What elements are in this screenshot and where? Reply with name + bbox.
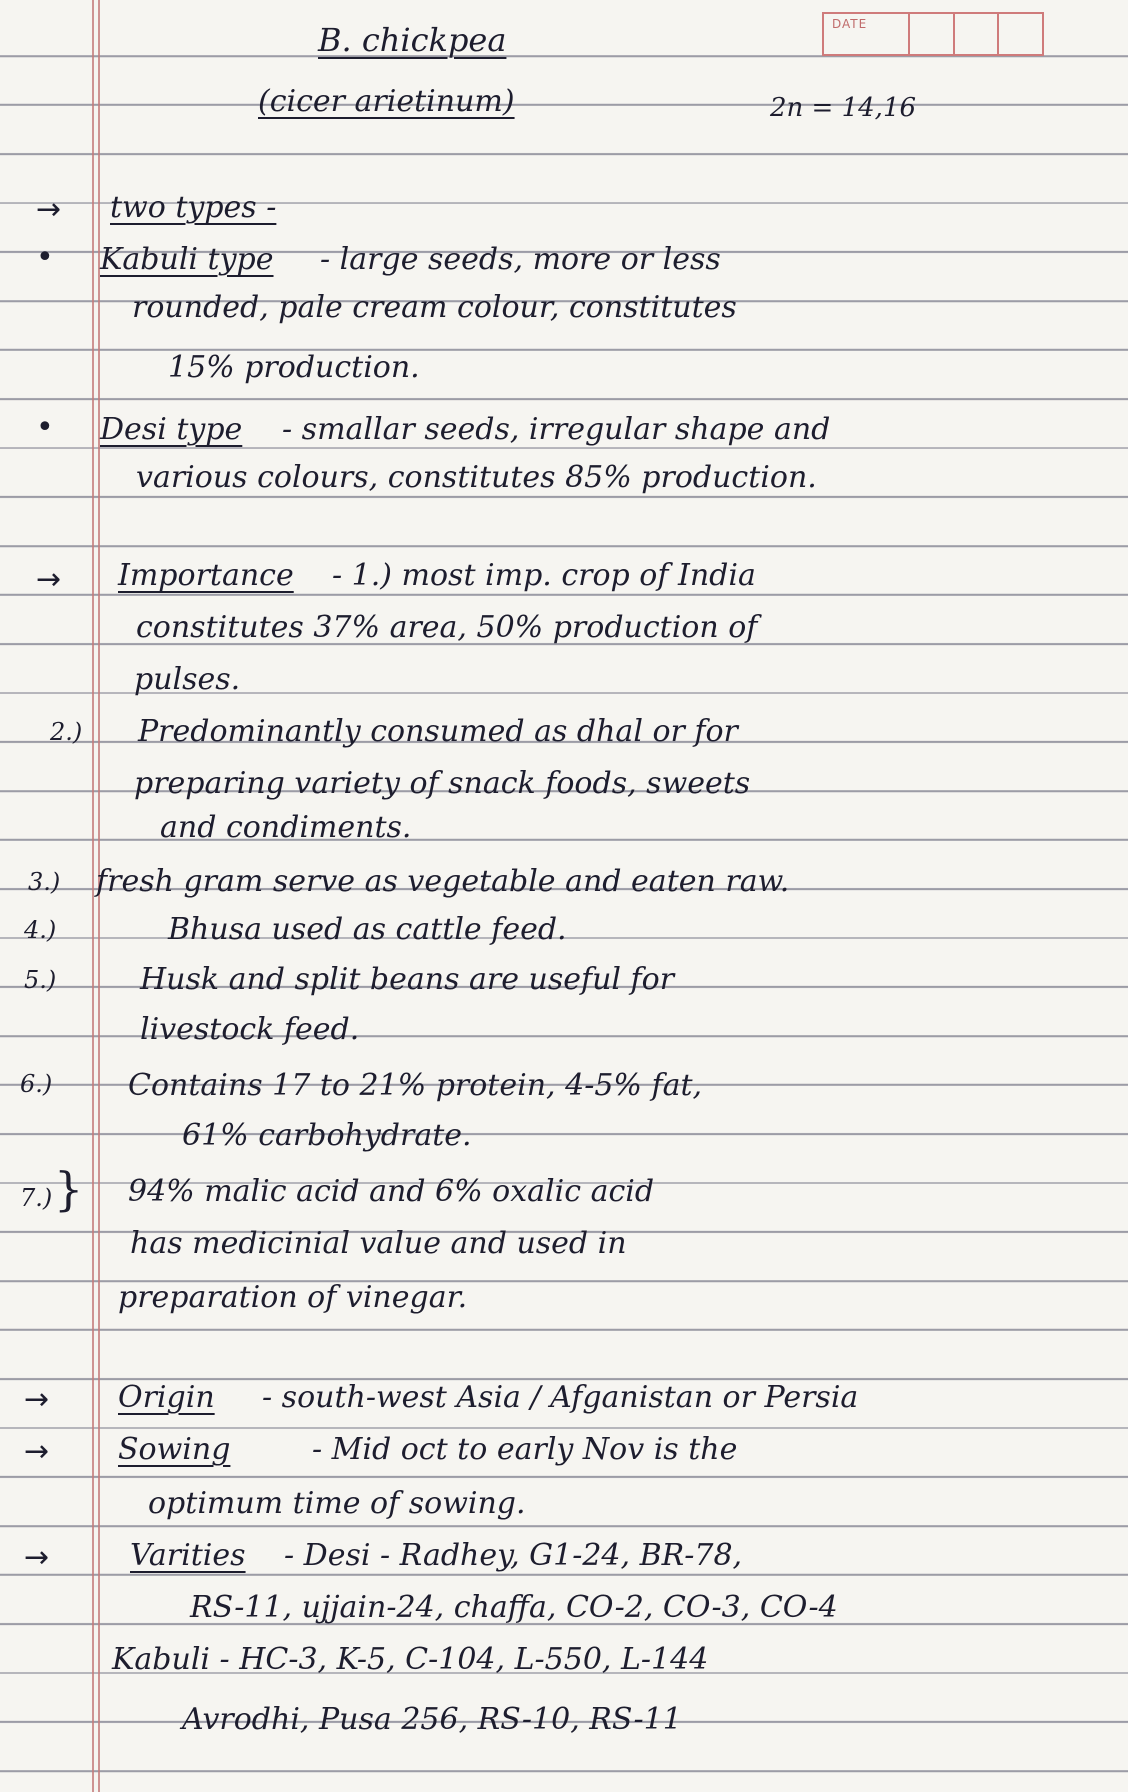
origin-label: Origin	[118, 1380, 215, 1415]
dot-bullet-icon: •	[36, 410, 54, 445]
importance-line: Bhusa used as cattle feed.	[168, 912, 567, 947]
item-number: 4.)	[24, 916, 57, 944]
kabuli-label: Kabuli type	[100, 242, 274, 277]
date-cell	[953, 14, 998, 54]
page-title: B. chickpea	[318, 21, 507, 59]
importance-line: has medicinial value and used in	[130, 1226, 627, 1261]
arrow-bullet-icon: →	[36, 192, 62, 227]
importance-line: Predominantly consumed as dhal or for	[138, 714, 738, 749]
varieties-line: Avrodhi, Pusa 256, RS-10, RS-11	[182, 1702, 682, 1737]
item-number: 5.)	[24, 966, 57, 994]
dot-bullet-icon: •	[36, 240, 54, 275]
importance-line: preparing variety of snack foods, sweets	[134, 766, 751, 801]
kabuli-line: rounded, pale cream colour, constitutes	[132, 290, 737, 325]
date-cell	[908, 14, 953, 54]
importance-line: pulses.	[134, 662, 241, 697]
desi-line: - smallar seeds, irregular shape and	[282, 412, 831, 447]
importance-line: 94% malic acid and 6% oxalic acid	[128, 1174, 655, 1209]
varieties-line: RS-11, ujjain-24, chaffa, CO-2, CO-3, CO-4	[190, 1590, 838, 1625]
item-number: 3.)	[28, 868, 61, 896]
item-number: 6.)	[20, 1070, 53, 1098]
importance-line: and condiments.	[160, 810, 412, 845]
importance-line: livestock feed.	[140, 1012, 360, 1047]
importance-label: Importance	[118, 558, 294, 593]
scientific-name: (cicer arietinum)	[258, 84, 515, 119]
desi-label: Desi type	[100, 412, 243, 447]
kabuli-line: 15% production.	[168, 350, 420, 385]
date-box	[822, 12, 1044, 56]
importance-line: - 1.) most imp. crop of India	[332, 558, 756, 593]
importance-line: preparation of vinegar.	[118, 1280, 468, 1315]
date-label: DATE	[832, 17, 868, 31]
margin-line-left	[92, 0, 94, 1792]
item-number: 2.)	[50, 718, 83, 746]
varieties-line: - Desi - Radhey, G1-24, BR-78,	[284, 1538, 743, 1573]
desi-line: various colours, constitutes 85% production.	[136, 460, 817, 495]
importance-line: Husk and split beans are useful for	[140, 962, 675, 997]
sowing-line: - Mid oct to early Nov is the	[312, 1432, 738, 1467]
importance-line: fresh gram serve as vegetable and eaten raw.	[96, 864, 790, 899]
chromosome-number: 2n = 14,16	[770, 93, 917, 123]
arrow-bullet-icon: →	[24, 1382, 50, 1417]
brace-mark: }	[54, 1162, 84, 1216]
origin-text: - south-west Asia / Afganistan or Persia	[262, 1380, 859, 1415]
item-number: 7.)	[20, 1184, 53, 1212]
types-heading: two types -	[110, 190, 277, 225]
arrow-bullet-icon: →	[24, 1540, 50, 1575]
importance-line: constitutes 37% area, 50% production of	[136, 610, 758, 645]
varieties-label: Varities	[130, 1538, 246, 1573]
importance-line: Contains 17 to 21% protein, 4-5% fat,	[128, 1068, 703, 1103]
sowing-label: Sowing	[118, 1432, 231, 1467]
kabuli-line: - large seeds, more or less	[320, 242, 721, 277]
date-cell	[997, 14, 1042, 54]
varieties-line: Kabuli - HC-3, K-5, C-104, L-550, L-144	[112, 1642, 709, 1677]
importance-line: 61% carbohydrate.	[182, 1118, 472, 1153]
sowing-line: optimum time of sowing.	[148, 1486, 526, 1521]
arrow-bullet-icon: →	[36, 562, 62, 597]
arrow-bullet-icon: →	[24, 1434, 50, 1469]
